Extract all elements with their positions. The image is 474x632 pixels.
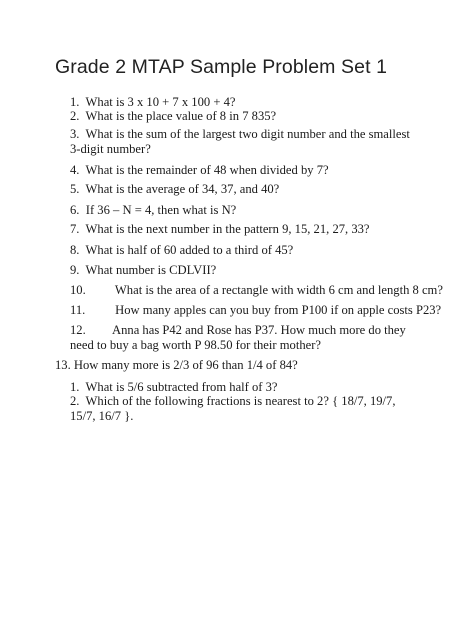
question-2 [70,109,276,124]
question-7 [70,222,370,237]
question-9 [70,263,216,278]
extra-question-1 [70,380,278,395]
question-text: What is the remainder of 48 when divided by 7? [85,163,329,177]
question-number: 10. [70,283,86,297]
question-3 [70,127,420,157]
question-number: 2. [70,394,80,408]
question-6 [70,203,236,218]
question-text: If 36 – N = 4, then what is N? [85,203,237,217]
question-number: 3. [70,127,80,141]
question-text: What number is CDLVII? [85,263,217,277]
question-number: 4. [70,163,80,177]
question-13 [55,358,298,373]
question-5 [70,182,279,197]
question-number: 9. [70,263,80,277]
question-text: Anna has P42 and Rose has P37. How much more do they need to buy a bag worth P 98.50 for their mother? [70,323,406,352]
question-1 [70,95,235,110]
question-number: 1. [70,95,80,109]
question-number: 6. [70,203,80,217]
question-number: 1. [70,380,80,394]
question-8 [70,243,293,258]
question-text: What is 3 x 10 + 7 x 100 + 4? [85,95,236,109]
question-number: 5. [70,182,80,196]
question-11 [70,303,441,318]
question-text: What is 5/6 subtracted from half of 3? [85,380,278,394]
question-12 [70,323,420,353]
question-number: 13. [55,358,71,372]
question-text: How many more is 2/3 of 96 than 1/4 of 84? [73,358,298,372]
question-text: What is half of 60 added to a third of 45? [85,243,294,257]
question-4 [70,163,329,178]
question-text: How many apples can you buy from P100 if on apple costs P23? [115,303,442,317]
question-10 [70,283,443,298]
question-text: What is the place value of 8 in 7 835? [85,109,277,123]
question-text: What is the next number in the pattern 9, 15, 21, 27, 33? [85,222,370,236]
question-number: 12. [70,323,86,337]
question-number: 11. [70,303,86,317]
question-text: What is the average of 34, 37, and 40? [85,182,280,196]
question-text: What is the sum of the largest two digit number and the smallest 3-digit number? [70,127,410,156]
question-number: 8. [70,243,80,257]
question-text: What is the area of a rectangle with width 6 cm and length 8 cm? [114,283,443,297]
question-number: 7. [70,222,80,236]
question-number: 2. [70,109,80,123]
extra-question-2 [70,394,410,424]
question-text: Which of the following fractions is nearest to 2? { 18/7, 19/7, 15/7, 16/7 }. [70,394,396,423]
page-title: Grade 2 MTAP Sample Problem Set 1 [55,56,388,78]
